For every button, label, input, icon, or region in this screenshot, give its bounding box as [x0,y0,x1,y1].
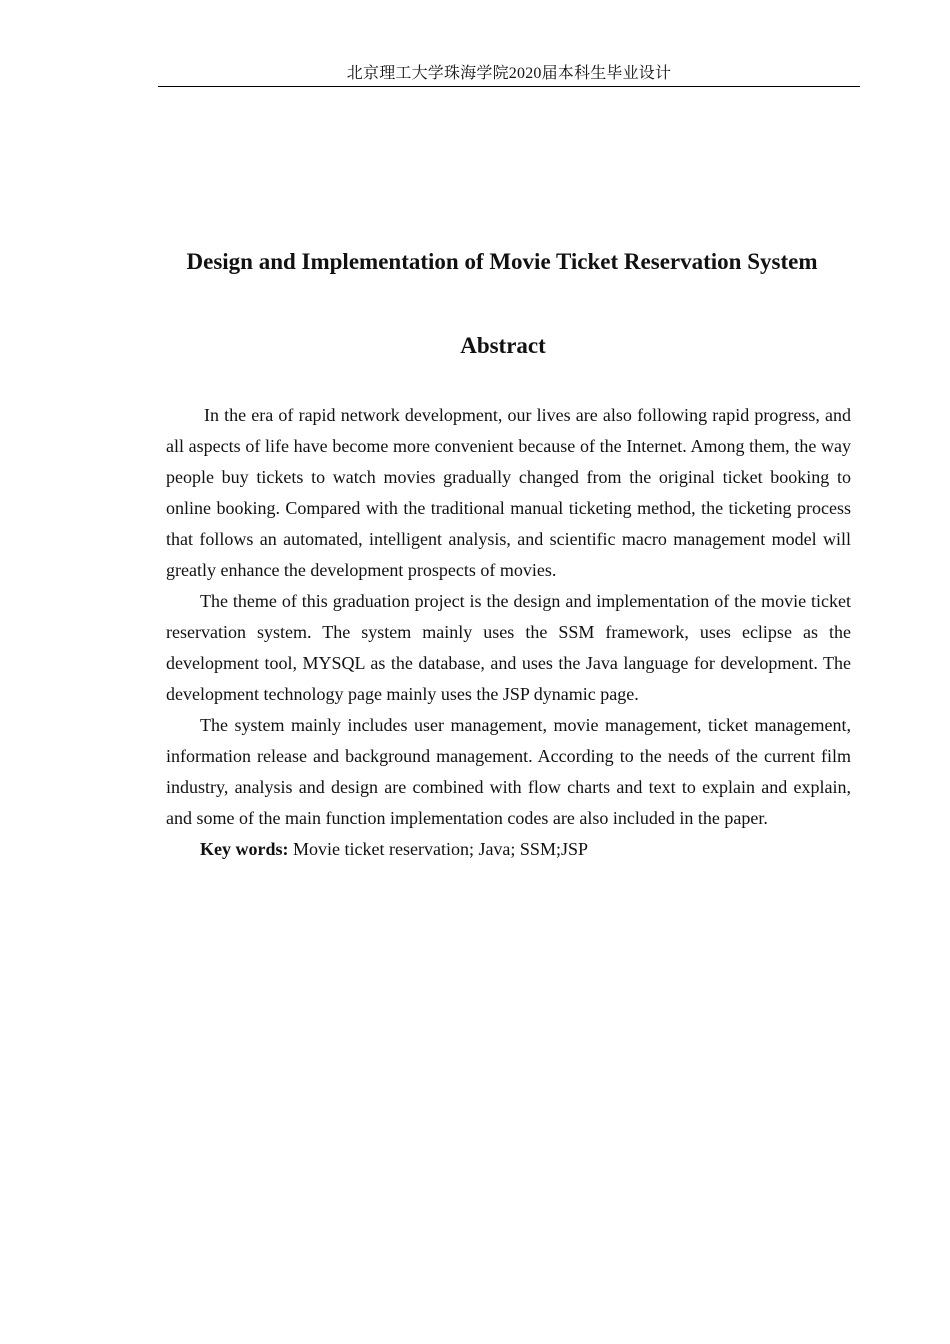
running-header: 北京理工大学珠海学院2020届本科生毕业设计 [346,65,672,82]
keywords-label: Key words: [200,839,289,859]
abstract-body [166,400,851,865]
paper-title: Design and Implementation of Movie Ticket Reservation System [186,249,818,274]
keywords-text: Movie ticket reservation; Java; SSM;JSP [293,839,588,859]
abstract-paragraph-2: The theme of this graduation project is the design and implementation of the movie ticket reservation system. The system mainly uses the SSM framework, uses eclipse as the development tool, MYSQL as the database, and uses the Java language for development. The development technology page mainly uses the JSP dynamic page. [166,591,851,704]
abstract-heading: Abstract [460,333,546,358]
abstract-paragraph-1: In the era of rapid network development, our lives are also following rapid progress, and all aspects of life have become more convenient because of the Internet. Among them, the way people buy tickets to watch movies gradually changed from the original ticket booking to online booking. Compared with the traditional manual ticketing method, the ticketing process that follows an automated, intelligent analysis, and scientific macro management model will greatly enhance the development prospects of movies. [166,405,851,580]
header-rule [158,86,860,87]
abstract-paragraph-3: The system mainly includes user management, movie management, ticket management, information release and background management. According to the needs of the current film industry, analysis and design are combined with flow charts and text to explain and explain, and some of the main function implementation codes are also included in the paper. [166,715,851,828]
keywords-line [166,834,851,865]
